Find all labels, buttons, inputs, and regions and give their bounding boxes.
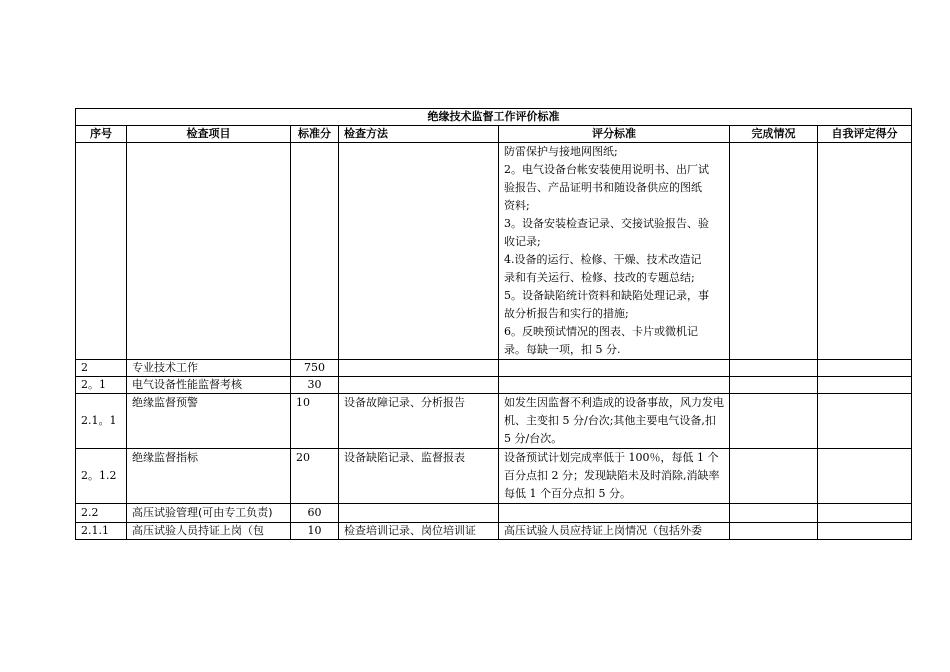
cell-score xyxy=(291,143,339,360)
cell-self-score xyxy=(818,504,912,523)
table-row xyxy=(76,449,912,504)
cell-method: 设备故障记录、分析报告 xyxy=(339,394,499,449)
cell-method xyxy=(339,360,499,377)
table-title: 绝缘技术监督工作评价标准 xyxy=(76,109,912,126)
cell-method: 设备缺陷记录、监督报表 xyxy=(339,449,499,504)
criteria-line: 故分析报告和实行的措施; xyxy=(504,307,629,320)
cell-self-score xyxy=(818,360,912,377)
header-criteria: 评分标准 xyxy=(499,126,730,143)
cell-item: 高压试验人员持证上岗（包 xyxy=(127,523,291,540)
criteria-line: 验报告、产品证明书和随设备供应的图纸 xyxy=(504,181,702,194)
cell-criteria xyxy=(499,504,730,523)
cell-method xyxy=(339,377,499,394)
cell-criteria: 高压试验人员应持证上岗情况（包括外委 xyxy=(499,523,730,540)
cell-criteria xyxy=(499,377,730,394)
cell-criteria xyxy=(499,360,730,377)
cell-no: 2.2 xyxy=(76,504,127,523)
cell-status xyxy=(730,523,818,540)
cell-no: 2。1.2 xyxy=(76,449,127,504)
header-no: 序号 xyxy=(76,126,127,143)
cell-no: 2.1。1 xyxy=(76,394,127,449)
cell-method xyxy=(339,504,499,523)
cell-item xyxy=(127,143,291,360)
cell-score: 20 xyxy=(291,449,339,504)
criteria-line: 4.设备的运行、检修、干燥、技术改造记 xyxy=(504,253,702,266)
table-row xyxy=(76,504,912,523)
cell-method: 检查培训记录、岗位培训证 xyxy=(339,523,499,540)
cell-score: 30 xyxy=(291,377,339,394)
cell-criteria xyxy=(499,143,730,360)
cell-self-score xyxy=(818,143,912,360)
cell-no: 2 xyxy=(76,360,127,377)
table-row xyxy=(76,360,912,377)
cell-criteria: 设备预试计划完成率低于 100％，每低 1 个百分点扣 2 分；发现缺陷未及时消除,消缺率每低 1 个百分点扣 5 分。 xyxy=(499,449,730,504)
criteria-line: 6。反映预试情况的图表、卡片或微机记 xyxy=(504,325,698,338)
cell-method xyxy=(339,143,499,360)
cell-status xyxy=(730,377,818,394)
header-score: 标准分 xyxy=(291,126,339,143)
criteria-line: 录。每缺一项，扣 5 分. xyxy=(504,343,621,356)
table-row xyxy=(76,394,912,449)
cell-no: 2.1.1 xyxy=(76,523,127,540)
cell-no xyxy=(76,143,127,360)
cell-status xyxy=(730,360,818,377)
cell-item: 高压试验管理(可由专工负责) xyxy=(127,504,291,523)
table-row xyxy=(76,523,912,540)
cell-item: 专业技术工作 xyxy=(127,360,291,377)
header-status: 完成情况 xyxy=(730,126,818,143)
cell-self-score xyxy=(818,449,912,504)
table-row xyxy=(76,377,912,394)
cell-score: 60 xyxy=(291,504,339,523)
criteria-line: 收记录; xyxy=(504,235,541,248)
header-item: 检查项目 xyxy=(127,126,291,143)
cell-score: 750 xyxy=(291,360,339,377)
cell-item: 电气设备性能监督考核 xyxy=(127,377,291,394)
cell-criteria: 如发生因监督不利造成的设备事故，风力发电机、主变扣 5 分/台次;其他主要电气设备,扣 5 分/台次。 xyxy=(499,394,730,449)
cell-status xyxy=(730,143,818,360)
criteria-line: 防雷保护与接地网图纸; xyxy=(504,145,618,158)
cell-score: 10 xyxy=(291,523,339,540)
evaluation-table xyxy=(75,108,912,540)
cell-self-score xyxy=(818,394,912,449)
cell-status xyxy=(730,504,818,523)
cell-self-score xyxy=(818,523,912,540)
header-self-score: 自我评定得分 xyxy=(818,126,912,143)
criteria-line: 5。设备缺陷统计资料和缺陷处理记录，事 xyxy=(504,289,709,302)
cell-status xyxy=(730,394,818,449)
cell-score: 10 xyxy=(291,394,339,449)
criteria-line: 录和有关运行、检修、技改的专题总结; xyxy=(504,271,695,284)
cell-item: 绝缘监督预警 xyxy=(127,394,291,449)
criteria-line: 资料; xyxy=(504,199,530,212)
criteria-line: 2。电气设备台帐安装使用说明书、出厂试 xyxy=(504,163,709,176)
cell-item: 绝缘监督指标 xyxy=(127,449,291,504)
table-row xyxy=(76,143,912,360)
header-method: 检查方法 xyxy=(339,126,499,143)
cell-self-score xyxy=(818,377,912,394)
cell-no: 2。1 xyxy=(76,377,127,394)
cell-status xyxy=(730,449,818,504)
criteria-line: 3。设备安装检查记录、交接试验报告、验 xyxy=(504,217,709,230)
